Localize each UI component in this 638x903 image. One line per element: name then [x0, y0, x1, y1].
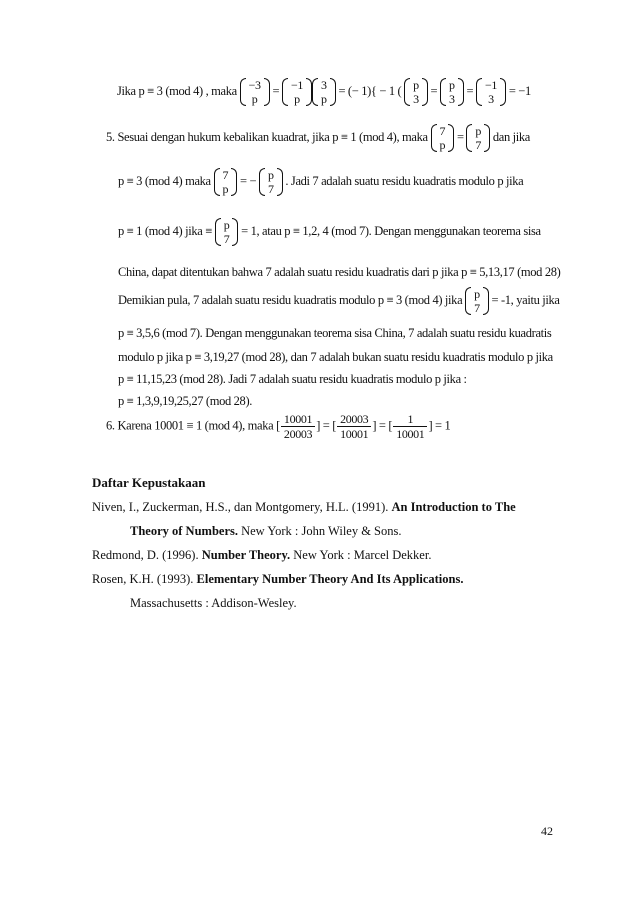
denominator: p [251, 92, 258, 106]
numerator: 7 [439, 124, 446, 138]
item5-line-4: China, dapat ditentukan bahwa 7 adalah suatu residu kuadratis dari p jika p ≡ 5,13,17 (mod 28) [118, 265, 561, 279]
item5-line-7: modulo p jika p ≡ 3,19,27 (mod 28), dan 7 adalah bukan suatu residu kuadratis modulo p jika [118, 350, 553, 364]
legendre-symbol [466, 124, 490, 152]
item5-line-3 [118, 218, 541, 246]
item5-line-2 [118, 168, 523, 196]
denominator: 3 [488, 92, 494, 106]
legendre-symbol [404, 78, 428, 106]
legendre-symbol [215, 218, 239, 246]
denominator: p [222, 182, 229, 196]
numerator: −3 [248, 78, 261, 92]
item5-line-9: p ≡ 1,3,9,19,25,27 (mod 28). [118, 394, 253, 408]
reference-authors: Redmond, D. (1996). [92, 548, 199, 562]
text: dan jika [492, 129, 530, 144]
numerator: p [449, 78, 455, 92]
equals: = [466, 83, 474, 98]
text: ] = [ [316, 418, 337, 433]
numerator: p [475, 124, 482, 138]
denominator: 7 [475, 138, 482, 152]
equation-line-1 [117, 78, 531, 106]
item5-line-5 [118, 287, 560, 315]
reference-1-line-1 [92, 500, 516, 514]
text: 5. Sesuai dengan hukum kebalikan kuadrat, jika p ≡ 1 (mod 4), maka [106, 129, 428, 144]
equals: = [430, 83, 438, 98]
legendre-symbol [259, 168, 283, 196]
reference-title: Theory of Numbers. [130, 524, 238, 538]
numerator: 20003 [337, 412, 371, 427]
reference-publisher: New York : Marcel Dekker. [293, 548, 432, 562]
fraction [393, 412, 427, 441]
denominator: 7 [474, 301, 480, 315]
numerator: 10001 [281, 412, 315, 427]
text: ] = [ [372, 418, 393, 433]
legendre-symbol [214, 168, 238, 196]
denominator: 7 [223, 232, 230, 246]
page-number: 42 [541, 824, 553, 838]
equals-minus: = − [239, 173, 257, 188]
reference-1-line-2 [130, 524, 402, 538]
item6-line [106, 412, 450, 441]
numerator: p [223, 218, 230, 232]
text: . Jadi 7 adalah suatu residu kuadratis modulo p jika [285, 173, 524, 188]
denominator: p [321, 92, 327, 106]
text: = 1, atau p ≡ 1,2, 4 (mod 7). Dengan menggunakan teorema sisa [241, 223, 541, 238]
legendre-symbol [240, 78, 270, 106]
reference-authors: Rosen, K.H. (1993). [92, 572, 194, 586]
equals: = [456, 129, 464, 144]
bibliography-heading: Daftar Kepustakaan [92, 475, 206, 490]
equals: = [272, 83, 280, 98]
denominator: 3 [449, 92, 455, 106]
reference-title: Elementary Number Theory And Its Applications. [196, 572, 464, 586]
legendre-symbol [282, 78, 312, 106]
legendre-symbol [465, 287, 489, 315]
denominator: p [294, 92, 300, 106]
denominator: 10001 [396, 427, 425, 441]
text: p ≡ 1 (mod 4) jika ≡ [118, 223, 212, 238]
denominator: 7 [267, 182, 274, 196]
reference-3-line-1 [92, 572, 463, 586]
reference-3-line-2: Massachusetts : Addison-Wesley. [130, 596, 297, 610]
text: 6. Karena 10001 ≡ 1 (mod 4), maka [ [106, 418, 280, 433]
denominator: 20003 [283, 427, 313, 441]
reference-title: Number Theory. [201, 548, 291, 562]
legendre-symbol [312, 78, 336, 106]
numerator: p [474, 287, 480, 301]
text: = -1, yaitu jika [491, 292, 560, 307]
reference-publisher: New York : John Wiley & Sons. [241, 524, 402, 538]
text: p ≡ 3 (mod 4) maka [118, 173, 211, 188]
eq1-jika: Jika p ≡ 3 (mod 4) , maka [117, 83, 237, 98]
fraction [281, 412, 315, 441]
numerator: 3 [321, 78, 327, 92]
denominator: 10001 [340, 427, 369, 441]
item5-line-8: p ≡ 11,15,23 (mod 28). Jadi 7 adalah suatu residu kuadratis modulo p jika : [118, 372, 467, 386]
fraction [337, 412, 371, 441]
legendre-symbol [440, 78, 464, 106]
denominator: 3 [413, 92, 419, 106]
reference-title: An Introduction to The [391, 500, 516, 514]
numerator: p [267, 168, 274, 182]
equation-middle: = (− 1){ − 1 ( [338, 83, 402, 98]
item5-line-1 [106, 124, 530, 152]
reference-authors: Niven, I., Zuckerman, H.S., dan Montgomery, H.L. (1991). [92, 500, 389, 514]
text: Demikian pula, 7 adalah suatu residu kuadratis modulo p ≡ 3 (mod 4) jika [118, 292, 463, 307]
legendre-symbol [476, 78, 506, 106]
equation-end: = −1 [508, 83, 531, 98]
numerator: 7 [222, 168, 229, 182]
numerator: p [413, 78, 419, 92]
numerator: −1 [484, 78, 498, 92]
numerator: −1 [290, 78, 304, 92]
denominator: p [439, 138, 446, 152]
text: ] = 1 [428, 418, 451, 433]
numerator: 1 [393, 412, 427, 427]
legendre-symbol [431, 124, 455, 152]
item5-line-6: p ≡ 3,5,6 (mod 7). Dengan menggunakan teorema sisa China, 7 adalah suatu residu kuadratis [118, 326, 552, 340]
reference-2 [92, 548, 431, 562]
